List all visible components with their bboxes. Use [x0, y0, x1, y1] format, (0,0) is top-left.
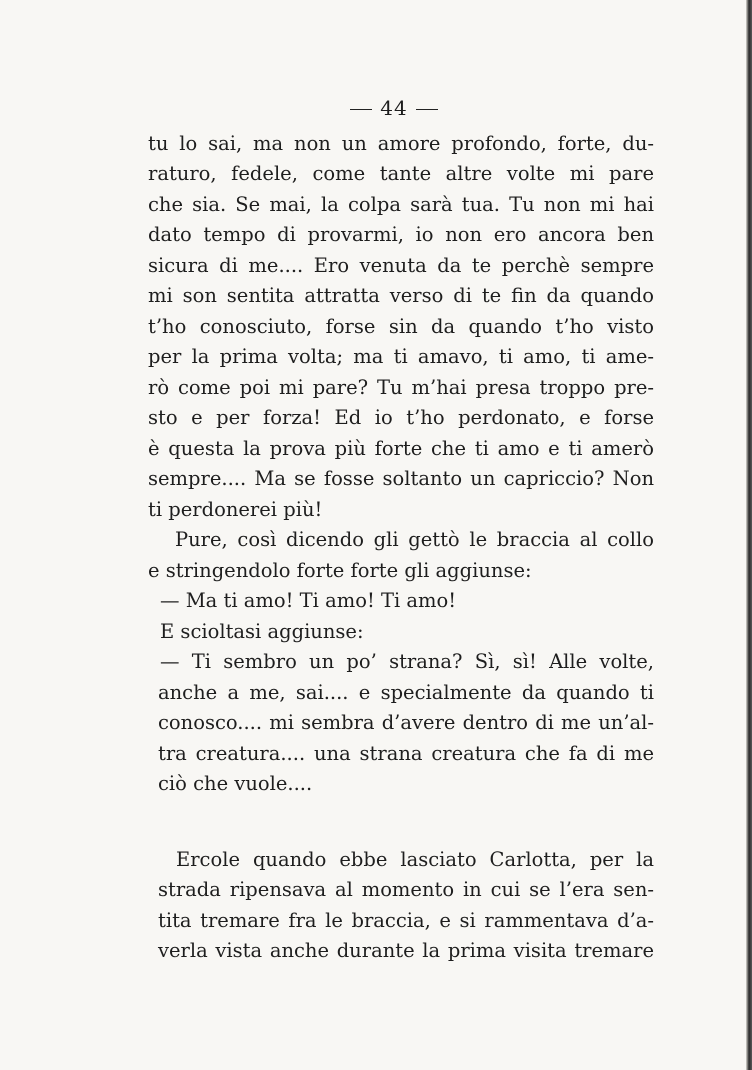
text-line: sicura di me.... Ero venuta da te perchè sempre: [148, 254, 654, 277]
text-line: che sia. Se mai, la colpa sarà tua. Tu non mi hai: [148, 193, 654, 216]
text-line: verla vista anche durante la prima visita tremare: [158, 939, 654, 962]
dialogue-line: — Ti sembro un po’ strana? Sì, sì! Alle volte,: [160, 650, 654, 673]
text-line: ciò che vuole....: [158, 772, 313, 795]
page-number-value: 44: [380, 96, 408, 120]
text-line: dato tempo di provarmi, io non ero ancora ben: [148, 223, 654, 246]
page-number: [18, 96, 752, 120]
dialogue-line: — Ma ti amo! Ti amo! Ti amo!: [160, 589, 457, 612]
text-line: conosco.... mi sembra d’avere dentro di me un’al-: [158, 711, 654, 734]
text-line: raturo, fedele, come tante altre volte mi pare: [148, 162, 654, 185]
text-line: strada ripensava al momento in cui se l’era sen-: [158, 878, 654, 901]
text-line: sempre.... Ma se fosse soltanto un capriccio? Non: [148, 467, 654, 490]
page-edge: [746, 0, 752, 1070]
text-line: t’ho conosciuto, forse sin da quando t’ho visto: [148, 315, 654, 338]
text-line: anche a me, sai.... e specialmente da quando ti: [158, 681, 654, 704]
text-line: è questa la prova più forte che ti amo e ti amerò: [148, 437, 654, 460]
text-line: Pure, così dicendo gli gettò le braccia al collo: [175, 528, 654, 551]
text-line: tu lo sai, ma non un amore profondo, forte, du-: [148, 132, 654, 155]
text-line: ti perdonerei più!: [148, 498, 323, 521]
text-line: sto e per forza! Ed io t’ho perdonato, e forse: [148, 406, 654, 429]
text-line: tita tremare fra le braccia, e si rammentava d’a-: [158, 909, 654, 932]
dash-right: [416, 109, 438, 110]
text-line: tra creatura.... una strana creatura che fa di me: [158, 742, 654, 765]
text-line: E scioltasi aggiunse:: [160, 620, 364, 643]
text-line: e stringendolo forte forte gli aggiunse:: [148, 559, 532, 582]
text-line: mi son sentita attratta verso di te fin da quando: [148, 284, 654, 307]
text-line: rò come poi mi pare? Tu m’hai presa troppo pre-: [148, 376, 654, 399]
dash-left: [350, 109, 372, 110]
text-line: per la prima volta; ma ti amavo, ti amo, ti ame-: [148, 345, 654, 368]
text-line: Ercole quando ebbe lasciato Carlotta, per la: [176, 848, 654, 871]
